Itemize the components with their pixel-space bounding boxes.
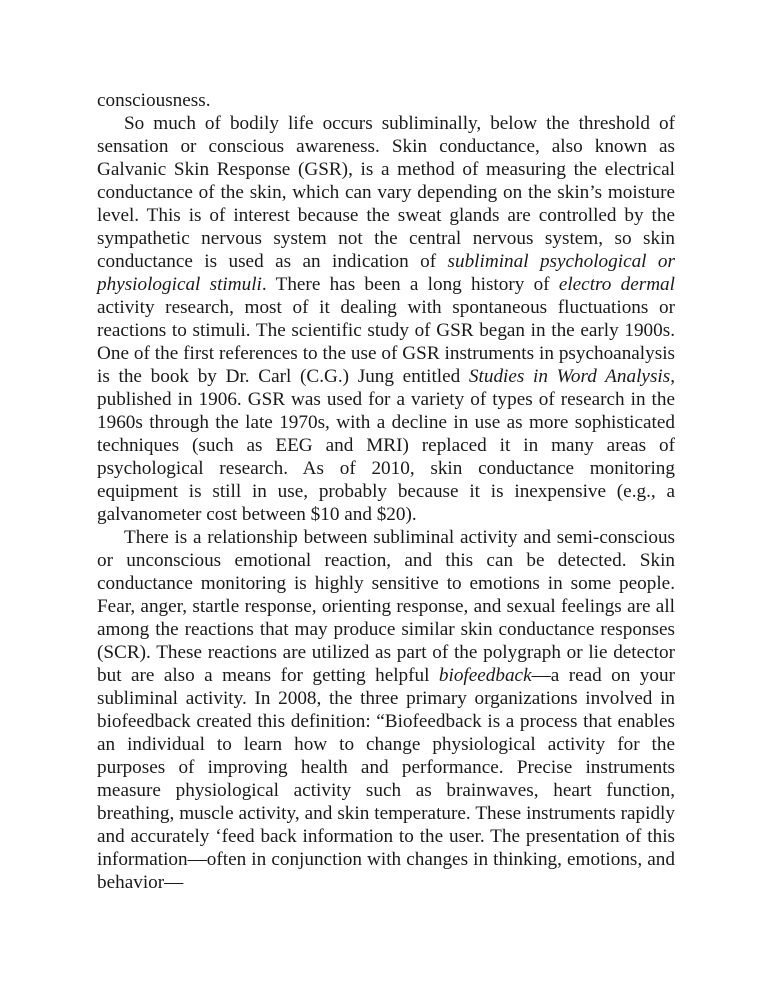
- paragraph-text: So much of bodily life occurs subliminally, below the threshold of sensation or conscious awareness. Skin conductance, also known as Galvanic Skin Response (GSR), is a method of measuring the electrical conductance of the skin, which can vary depending on the skin’s moisture level. This is of interest because the sweat glands are controlled by the sympathetic nervous system not the central nervous system, so skin conductance is used as an indication of: [97, 113, 675, 272]
- italic-term: biofeedback: [438, 665, 532, 686]
- paragraph-1: [97, 89, 675, 112]
- paragraph-text: There is a relationship between subliminal activity and semi-conscious or unconscious emotional reaction, and this can be detected. Skin conductance monitoring is highly sensitive to emotions in some people. Fear, anger, startle response, orienting response, and sexual feelings are all among the reactions that may produce similar skin conductance responses (SCR). These reactions are utilized as part of the polygraph or lie detector but are also a means for getting helpful: [97, 527, 675, 686]
- italic-phrase: electro dermal: [558, 274, 675, 295]
- book-title: Studies in Word Analysis: [468, 366, 671, 387]
- document-page: [97, 89, 675, 894]
- paragraph-text: . There has been a long history of: [261, 274, 559, 295]
- paragraph-text: , published in 1906. GSR was used for a variety of types of research in the 1960s through the late 1970s, with a decline in use as more sophisticated techniques (such as EEG and MRI) replaced it in many areas of psychological research. As of 2010, skin conductance monitoring equipment is still in use, probably because it is inexpensive (e.g., a galvanometer cost between $10 and $20).: [97, 366, 675, 525]
- italic-phrase: subliminal psychological or physiological stimuli: [97, 251, 675, 295]
- paragraph-3: [97, 526, 675, 894]
- paragraph-2: [97, 112, 675, 526]
- paragraph-text: —a read on your subliminal activity. In 2008, the three primary organizations involved in biofeedback created this definition: “Biofeedback is a process that enables an individual to learn how to change physiological activity for the purposes of improving health and performance. Precise instruments measure physiological activity such as brainwaves, heart function, breathing, muscle activity, and skin temperature. These instruments rapidly and accurately ‘feed back information to the user. The presentation of this information—often in conjunction with changes in thinking, emotions, and behavior—: [97, 665, 675, 893]
- paragraph-text: activity research, most of it dealing with spontaneous fluctuations or reactions to stimuli. The scientific study of GSR began in the early 1900s. One of the first references to the use of GSR instruments in psychoanalysis is the book by Dr. Carl (C.G.) Jung entitled: [97, 297, 675, 387]
- paragraph-text: consciousness.: [97, 90, 211, 111]
